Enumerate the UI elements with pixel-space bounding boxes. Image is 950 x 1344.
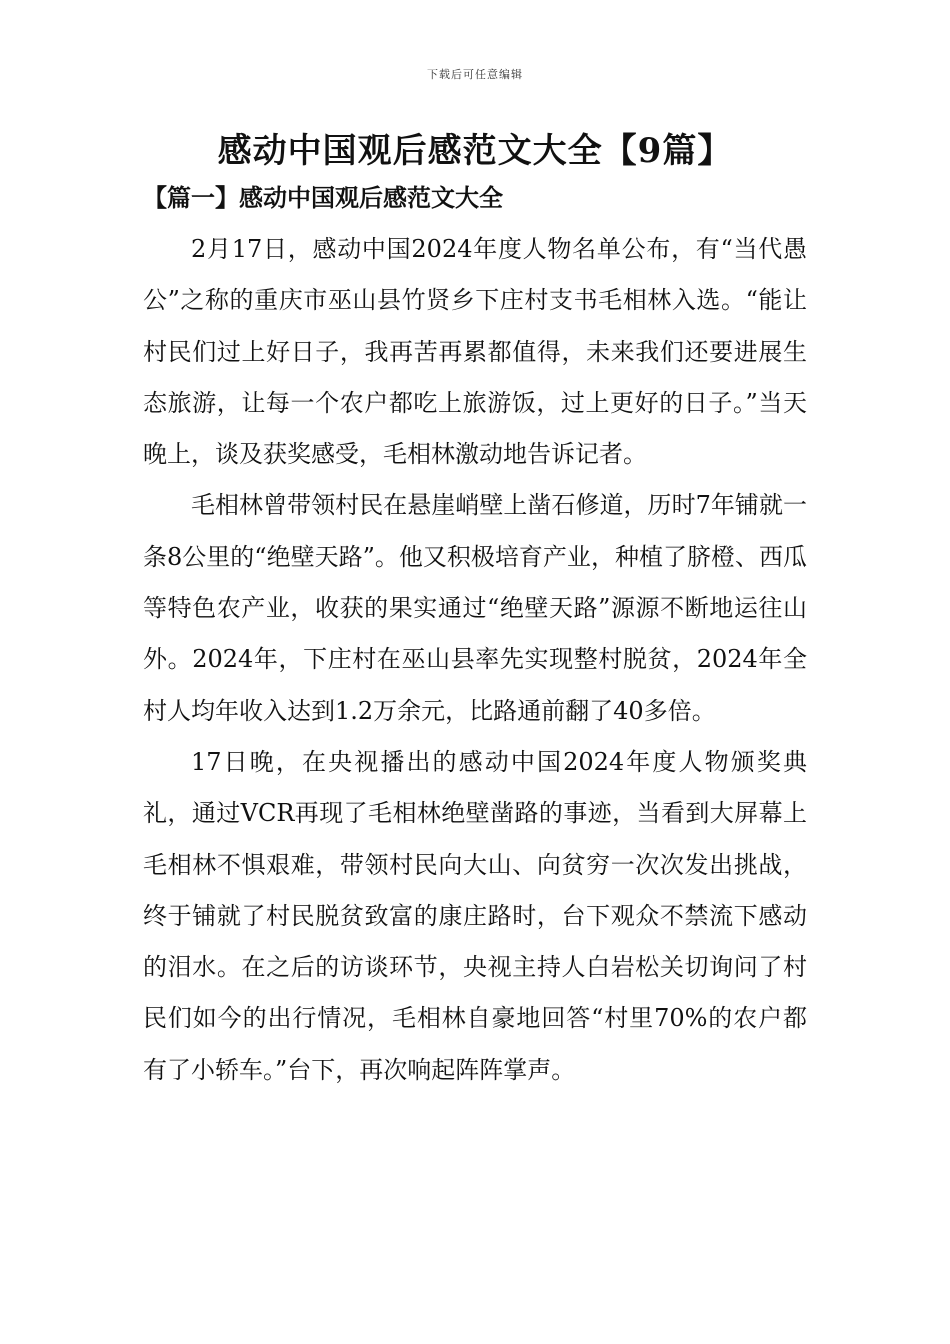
- body-text: [143, 224, 807, 1096]
- section-heading: 【篇一】感动中国观后感范文大全: [143, 183, 503, 212]
- document-title: 感动中国观后感范文大全【9篇】: [217, 131, 733, 171]
- header-note: 下载后可任意编辑: [427, 68, 523, 81]
- paragraph: 17日晚，在央视播出的感动中国2024年度人物颁奖典礼，通过VCR再现了毛相林绝壁凿路的事迹，当看到大屏幕上毛相林不惧艰难，带领村民向大山、向贫穷一次次发出挑战，终于铺就了村民脱贫致富的康庄路时，台下观众不禁流下感动的泪水。在之后的访谈环节，央视主持人白岩松关切询问了村民们如今的出行情况，毛相林自豪地回答“村里70%的农户都有了小轿车。”台下，再次响起阵阵掌声。: [143, 747, 807, 1084]
- paragraph: 2月17日，感动中国2024年度人物名单公布，有“当代愚公”之称的重庆市巫山县竹贤乡下庄村支书毛相林入选。“能让村民们过上好日子，我再苦再累都值得，未来我们还要进展生态旅游，让每一个农户都吃上旅游饭，过上更好的日子。”当天晚上，谈及获奖感受，毛相林激动地告诉记者。: [143, 235, 807, 469]
- paragraph: 毛相林曾带领村民在悬崖峭壁上凿石修道，历时7年铺就一条8公里的“绝壁天路”。他又积极培育产业，种植了脐橙、西瓜等特色农产业，收获的果实通过“绝壁天路”源源不断地运往山外。2024年，下庄村在巫山县率先实现整村脱贫，2024年全村人均年收入达到1.2万余元，比路通前翻了40多倍。: [143, 491, 807, 725]
